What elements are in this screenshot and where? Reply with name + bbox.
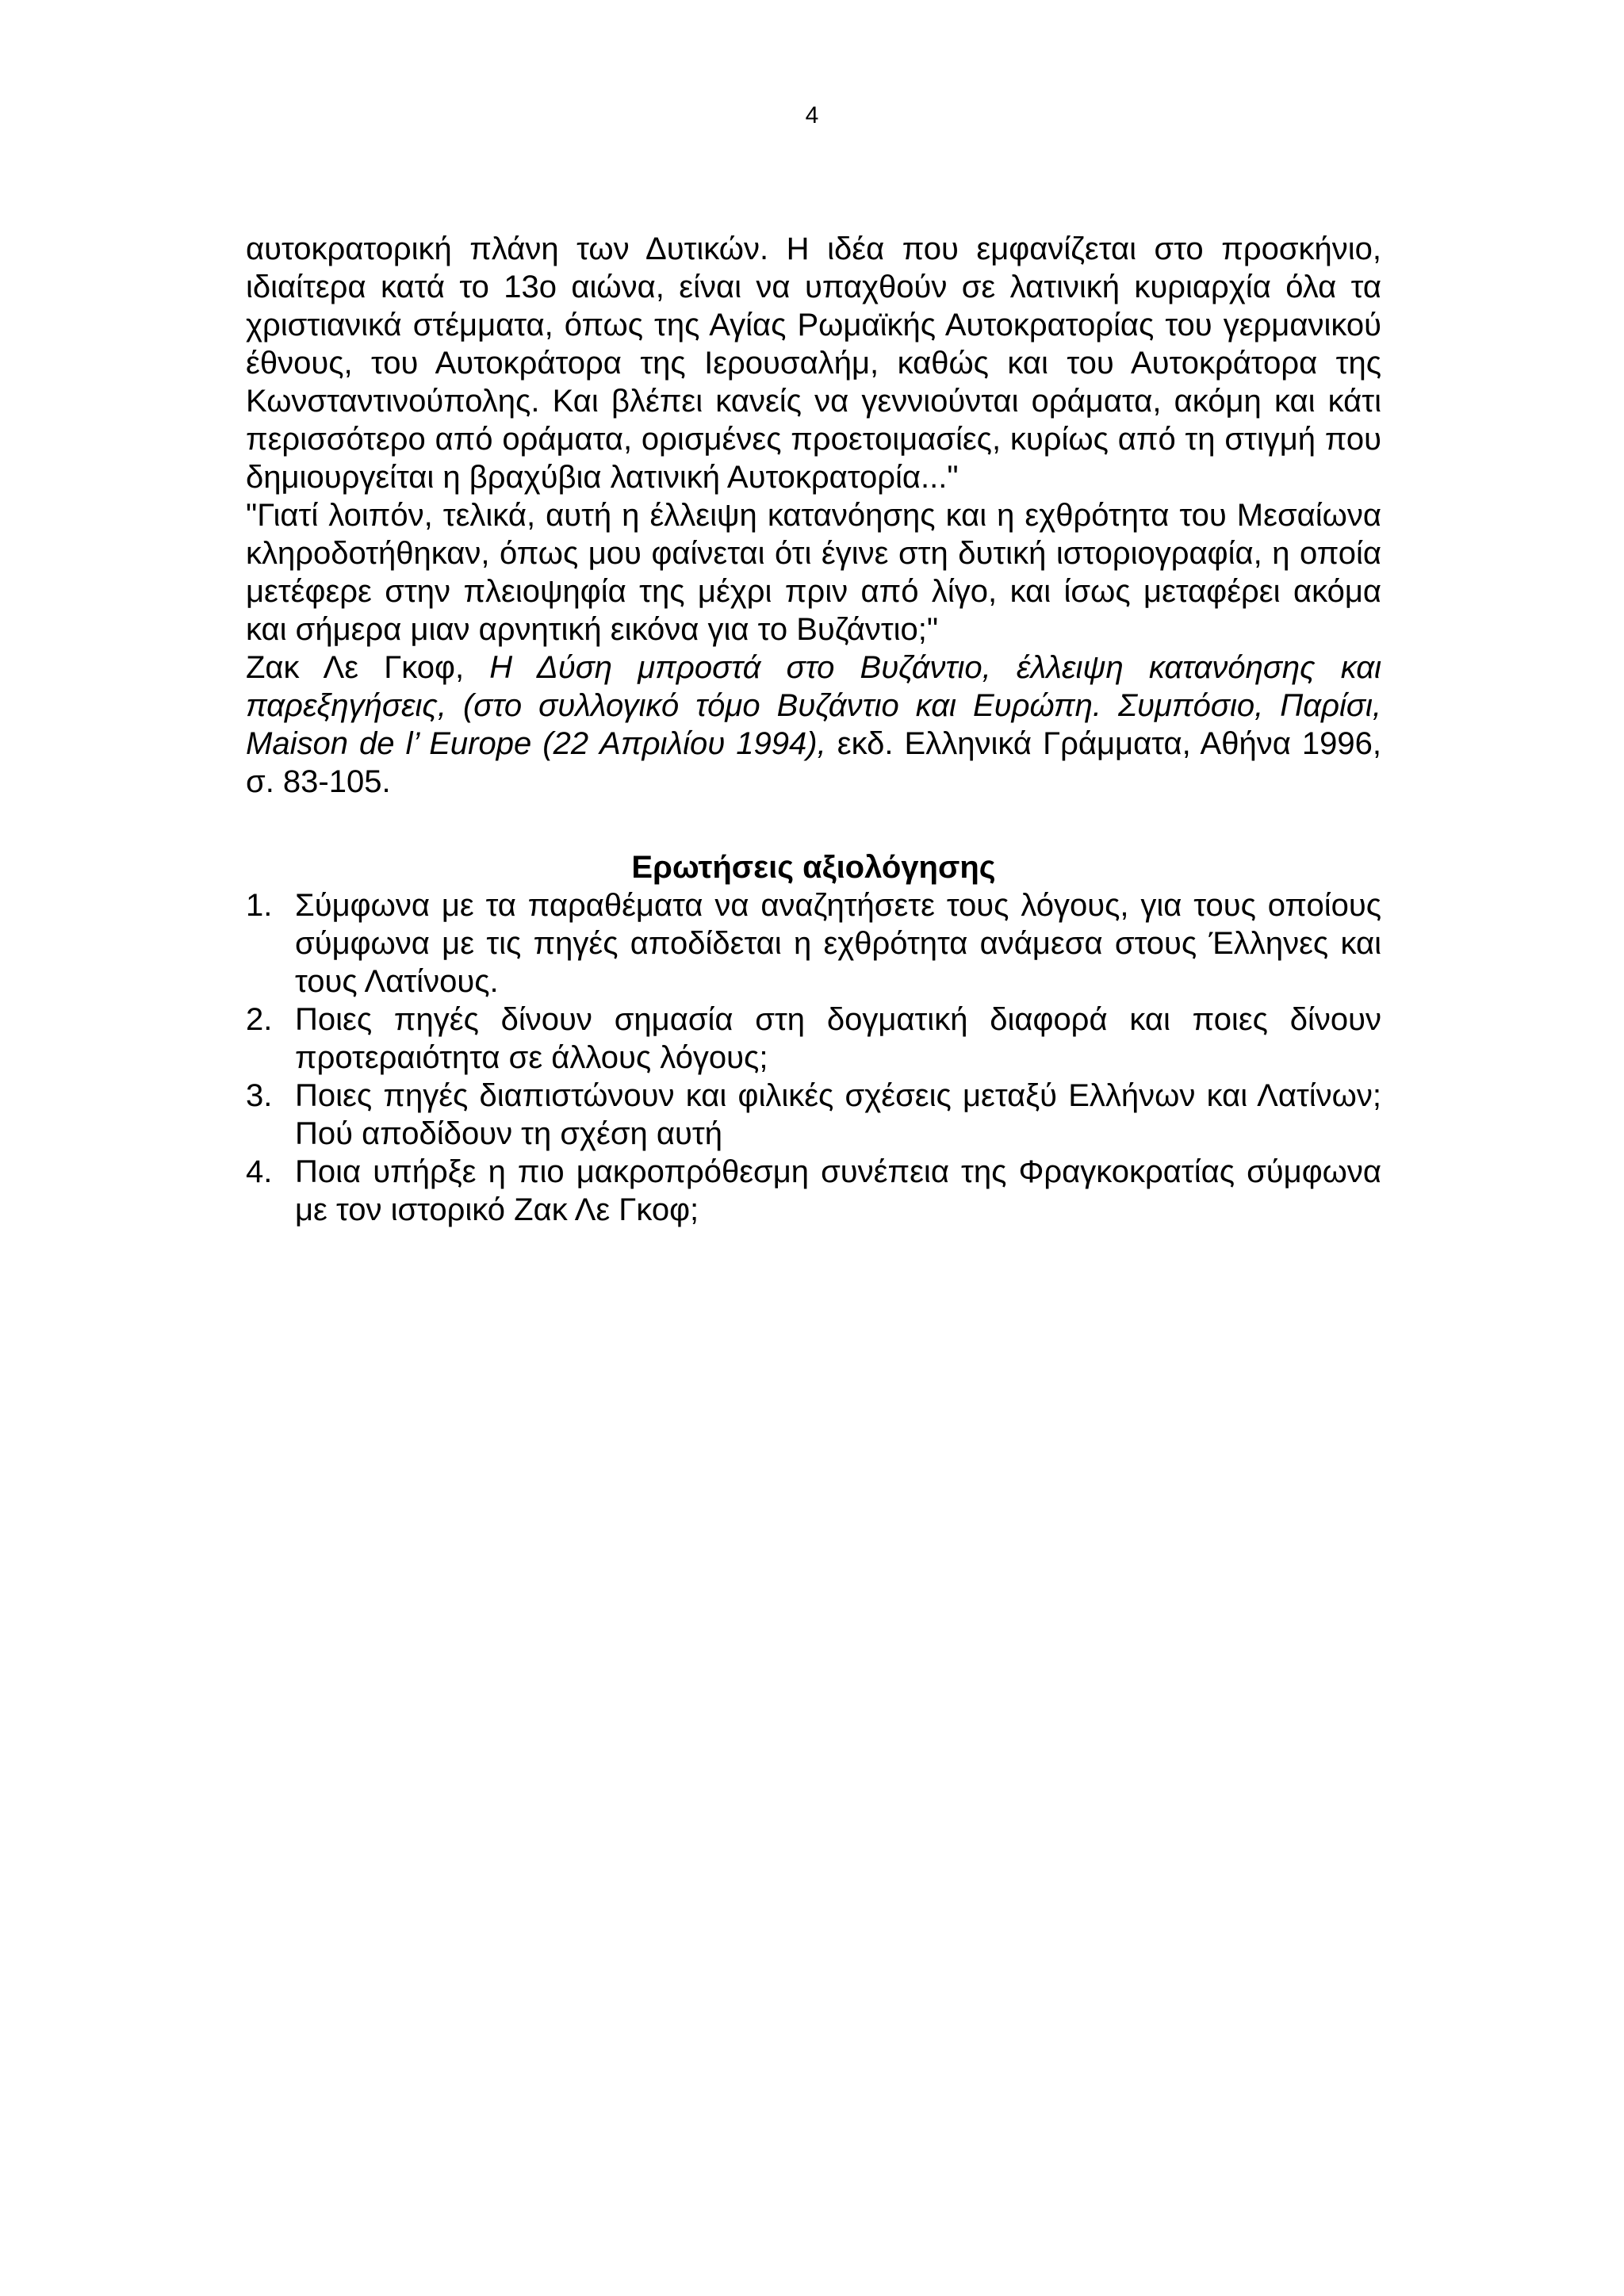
citation-title: Η Δύση μπροστά στο Βυζάντιο, έλλειψη κατανόησης και παρεξηγήσεις, (στο συλλογικό τόμο Βυζάντιο και Ευρώπη. Συμπόσιο, Παρίσι, Maison de l’ Europe (22 Απριλίου 1994),: [246, 650, 1381, 761]
page-content: [246, 230, 1381, 1229]
quote-paragraph: αυτοκρατορική πλάνη των Δυτικών. Η ιδέα που εμφανίζεται στο προσκήνιο, ιδιαίτερα κατά το 13ο αιώνα, είναι να υπαχθούν σε λατινική κυριαρχία όλα τα χριστιανικά στέμματα, όπως της Αγίας Ρωμαϊκής Αυτοκρατορίας του γερμανικού έθνους, του Αυτοκράτορα της Ιερουσαλήμ, καθώς και του Αυτοκράτορα της Κωνσταντινούπολης. Και βλέπει κανείς να γεννιούνται οράματα, ακόμη και κάτι περισσότερο από οράματα, ορισμένες προετοιμασίες, κυρίως από τη στιγμή που δημιουργείται η βραχύβια λατινική Αυτοκρατορία...": [246, 232, 1381, 495]
question-number: 2.: [246, 1002, 273, 1037]
question-number: 1.: [246, 888, 273, 923]
question-item: [246, 1001, 1381, 1077]
source-citation: [246, 649, 1381, 801]
questions-list: [246, 886, 1381, 1229]
question-text: Ποιες πηγές δίνουν σημασία στη δογματική διαφορά και ποιες δίνουν προτεραιότητα σε άλλους λόγους;: [295, 1002, 1381, 1075]
question-item: [246, 886, 1381, 1001]
question-number: 3.: [246, 1078, 273, 1113]
question-item: [246, 1153, 1381, 1229]
question-text: Ποιες πηγές διαπιστώνουν και φιλικές σχέσεις μεταξύ Ελλήνων και Λατίνων; Πού αποδίδουν τη σχέση αυτή: [295, 1078, 1381, 1151]
question-text: Ποια υπήρξε η πιο μακροπρόθεσμη συνέπεια της Φραγκοκρατίας σύμφωνα με τον ιστορικό Ζακ Λε Γκοφ;: [295, 1154, 1381, 1227]
citation-publisher: εκδ. Ελληνικά Γράμματα, Αθήνα 1996, σ. 83-105.: [246, 726, 1381, 799]
question-item: [246, 1077, 1381, 1153]
quote-paragraph-question: "Γιατί λοιπόν, τελικά, αυτή η έλλειψη κατανόησης και η εχθρότητα του Μεσαίωνα κληροδοτήθηκαν, όπως μου φαίνεται ότι έγινε στη δυτική ιστοριογραφία, η οποία μετέφερε στην πλειοψηφία της μέχρι πριν από λίγο, και ίσως μεταφέρει ακόμα και σήμερα μιαν αρνητική εικόνα για το Βυζάντιο;": [246, 498, 1381, 647]
citation-author: Ζακ Λε Γκοφ,: [246, 650, 490, 685]
question-number: 4.: [246, 1154, 273, 1189]
section-heading: Ερωτήσεις αξιολόγησης: [631, 850, 996, 885]
page-number: 4: [805, 102, 819, 128]
question-text: Σύμφωνα με τα παραθέματα να αναζητήσετε τους λόγους, για τους οποίους σύμφωνα με τις πηγές αποδίδεται η εχθρότητα ανάμεσα στους Έλληνες και τους Λατίνους.: [295, 888, 1381, 999]
